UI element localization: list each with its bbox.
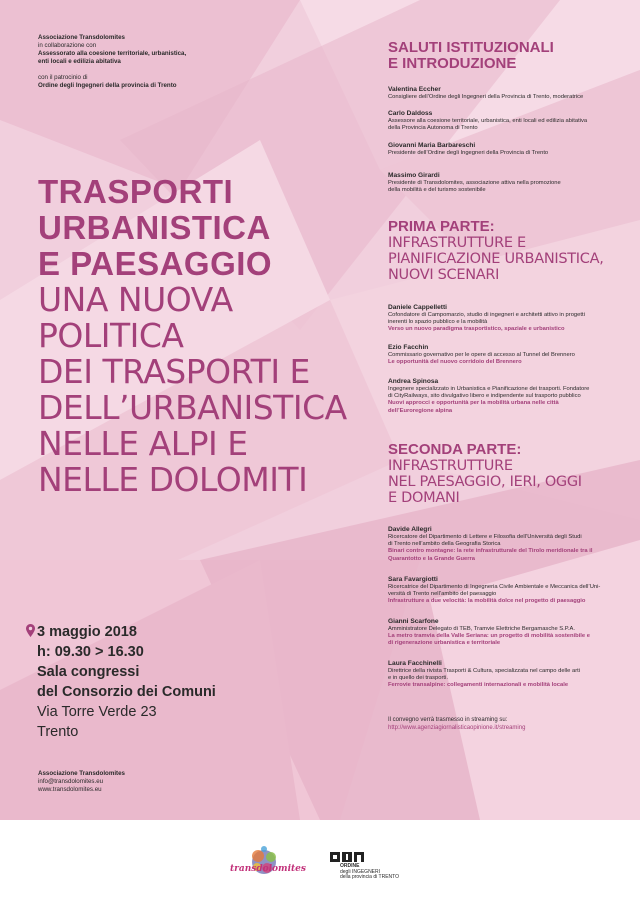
event-date: 3 maggio 2018: [37, 624, 137, 640]
ordine-text: Ordine degli Ingegneri della provincia di Trento: [38, 82, 177, 89]
section-subtitle: PIANIFICAZIONE URBANISTICA,: [388, 251, 604, 267]
speaker: [388, 110, 613, 132]
transdolomites-logo: [230, 842, 306, 884]
speaker-role: della mobilità e del turismo sostenibile: [388, 187, 486, 194]
speaker: [388, 142, 613, 157]
speaker-role: Amministratore Delegato di TEB, Tramvie Elettriche Bergamasche S.P.A.: [388, 626, 575, 632]
section-heading: SALUTI ISTITUZIONALI: [388, 39, 554, 56]
section-saluti-heading: [388, 40, 628, 72]
ordine-logo-line: ORDINE: [340, 863, 360, 869]
subtitle-line: DELL’URBANISTICA: [38, 388, 347, 427]
speaker-role: Presidente di Transdolomites, associazione attiva nella promozione: [388, 180, 561, 186]
organizer: Associazione Transdolomites: [38, 34, 125, 41]
speaker: [388, 304, 613, 334]
talk-title: di rigenerazione urbanistica e territoriale: [388, 640, 501, 647]
speaker-role: Cofondatore di Campomarzio, studio di ingegneri e architetti attivo in progetti: [388, 312, 585, 318]
speaker-role: Ricercatore del Dipartimento di Lettere e Filosofia dell’Università degli Studi: [388, 534, 582, 540]
ordine-logo-text: [340, 864, 399, 881]
event-street: Via Torre Verde 23: [37, 704, 157, 720]
speaker: [388, 660, 613, 690]
speaker: [388, 618, 613, 648]
event-title: [38, 174, 368, 498]
subtitle-line: NELLE DOLOMITI: [38, 460, 308, 499]
subtitle-line: POLITICA: [38, 316, 184, 355]
streaming-info: [388, 716, 628, 732]
ordine-logo-line: degli INGEGNERI: [340, 868, 381, 875]
speaker-role: e in quello dei trasporti.: [388, 675, 448, 682]
event-venue: Sala congressi: [37, 664, 140, 680]
speaker-role: inerenti lo spazio pubblico e la mobilità: [388, 319, 488, 326]
speaker-name: Sara Favargiotti: [388, 576, 438, 583]
speaker-role: della Provincia Autonoma di Trento: [388, 125, 478, 132]
speaker-name: Massimo Girardi: [388, 172, 440, 179]
section-subtitle: E DOMANI: [388, 490, 460, 506]
section-heading: SECONDA PARTE:: [388, 441, 522, 458]
title-line: URBANISTICA: [38, 209, 271, 246]
footer: [0, 820, 640, 901]
speaker: [388, 344, 613, 366]
talk-title: dell’Euroregione alpina: [388, 407, 453, 414]
talk-title: Nuovi approcci e opportunità per la mobilità urbana nelle città: [388, 400, 559, 407]
speaker-role: Ricercatrice del Dipartimento di Ingegneria Civile Ambientale e Meccanica dell’Uni-: [388, 584, 601, 590]
talk-title: Le opportunità del nuovo corridoio del Brennero: [388, 359, 522, 366]
header-block: [38, 34, 238, 90]
collab-text: in collaborazione con: [38, 42, 97, 49]
speaker-role: Presidente dell’Ordine degli Ingegneri della Provincia di Trento: [388, 150, 549, 156]
logo-wordmark: transdolomites: [230, 864, 306, 874]
speaker-role: di CityRailways, sito divulgativo libero e indipendente sul trasporto pubblico: [388, 393, 581, 400]
talk-title: Infrastrutture a due velocità: la mobilità dolce nel progetto di paesaggio: [388, 598, 586, 605]
streaming-text: Il convegno verrà trasmesso in streaming su:: [388, 717, 508, 723]
speaker-name: Carlo Daldoss: [388, 110, 433, 117]
speaker-name: Davide Allegri: [388, 526, 432, 533]
talk-title: Quarantotto e la Grande Guerra: [388, 555, 475, 562]
speaker-role: Assessore alla coesione territoriale, urbanistica, enti locali ed edilizia abitativa: [388, 118, 588, 124]
section-subtitle: NUOVI SCENARI: [388, 267, 500, 283]
patrocinio-text: con il patrocinio di: [38, 74, 88, 81]
speaker-name: Laura Facchinelli: [388, 660, 442, 667]
section-subtitle: INFRASTRUTTURE E: [388, 235, 526, 251]
event-time: h: 09.30 > 16.30: [37, 644, 144, 660]
assessorato: Assessorato alla coesione territoriale, urbanistica,: [38, 50, 187, 57]
contact-email[interactable]: info@transdolomites.eu: [38, 778, 104, 785]
speaker-name: Gianni Scarfone: [388, 618, 439, 625]
contact-name: Associazione Transdolomites: [38, 770, 125, 777]
title-line: E PAESAGGIO: [38, 245, 273, 282]
streaming-link[interactable]: http://www.agenziagiornalisticaopinione.it/streaming: [388, 725, 526, 731]
speaker-role: versità di Trento nell’ambito del paesaggio: [388, 591, 497, 598]
event-city: Trento: [37, 724, 79, 740]
speaker: [388, 86, 613, 101]
talk-title: Binari contro montagne: la rete infrastrutturale del Tirolo meridionale tra il: [388, 548, 593, 555]
speaker-role: Direttrice della rivista Trasporti & Cultura, specializzata nel campo delle arti: [388, 668, 581, 674]
contact-web[interactable]: www.transdolomites.eu: [38, 786, 102, 793]
assessorato-line2: enti locali e edilizia abitativa: [38, 58, 121, 65]
speaker-name: Giovanni Maria Barbareschi: [388, 142, 476, 149]
speaker: [388, 576, 613, 606]
speaker: [388, 378, 613, 415]
ordine-ingegneri-logo: [330, 850, 450, 890]
speaker-role: Ingegnere specializzato in Urbanistica e Pianificazione dei trasporti. Fondatore: [388, 386, 590, 392]
talk-title: Verso un nuovo paradigma trasportistico, spaziale e urbanistico: [388, 326, 565, 333]
event-info: [37, 622, 297, 742]
talk-title: La metro tramvia della Valle Seriana: un progetto di mobilità sostenibile e: [388, 633, 590, 640]
ordine-logo-line: della provincia di TRENTO: [340, 874, 400, 880]
event-venue-2: del Consorzio dei Comuni: [37, 684, 216, 700]
section-heading: PRIMA PARTE:: [388, 218, 495, 235]
speaker-name: Daniele Cappelletti: [388, 304, 447, 311]
speaker-name: Ezio Facchin: [388, 344, 429, 351]
speaker: [388, 172, 613, 194]
subtitle-line: DEI TRASPORTI E: [38, 352, 310, 391]
ordine-logo-mark-icon: [330, 852, 366, 863]
location-pin-icon: [26, 624, 35, 642]
contacts: [38, 770, 238, 794]
subtitle-line: NELLE ALPI E: [38, 424, 248, 463]
speaker: [388, 526, 613, 563]
subtitle-line: UNA NUOVA: [38, 280, 233, 319]
section-prima-heading: [388, 219, 633, 283]
section-heading: E INTRODUZIONE: [388, 55, 517, 72]
talk-title: Ferrovie transalpine: collegamenti internazionali e mobilità locale: [388, 682, 569, 689]
section-subtitle: INFRASTRUTTURE: [388, 458, 513, 474]
speaker-name: Valentina Eccher: [388, 86, 441, 93]
title-line: TRASPORTI: [38, 173, 234, 210]
section-seconda-heading: [388, 442, 633, 506]
speaker-role: Consigliere dell’Ordine degli Ingegneri della Provincia di Trento, moderatrice: [388, 94, 584, 100]
speaker-role: Commissario governativo per le opere di accesso al Tunnel del Brennero: [388, 352, 575, 358]
speaker-role: di Trento nell’ambito della Geografia Storica: [388, 541, 501, 548]
section-subtitle: NEL PAESAGGIO, IERI, OGGI: [388, 474, 582, 490]
speaker-name: Andrea Spinosa: [388, 378, 439, 385]
